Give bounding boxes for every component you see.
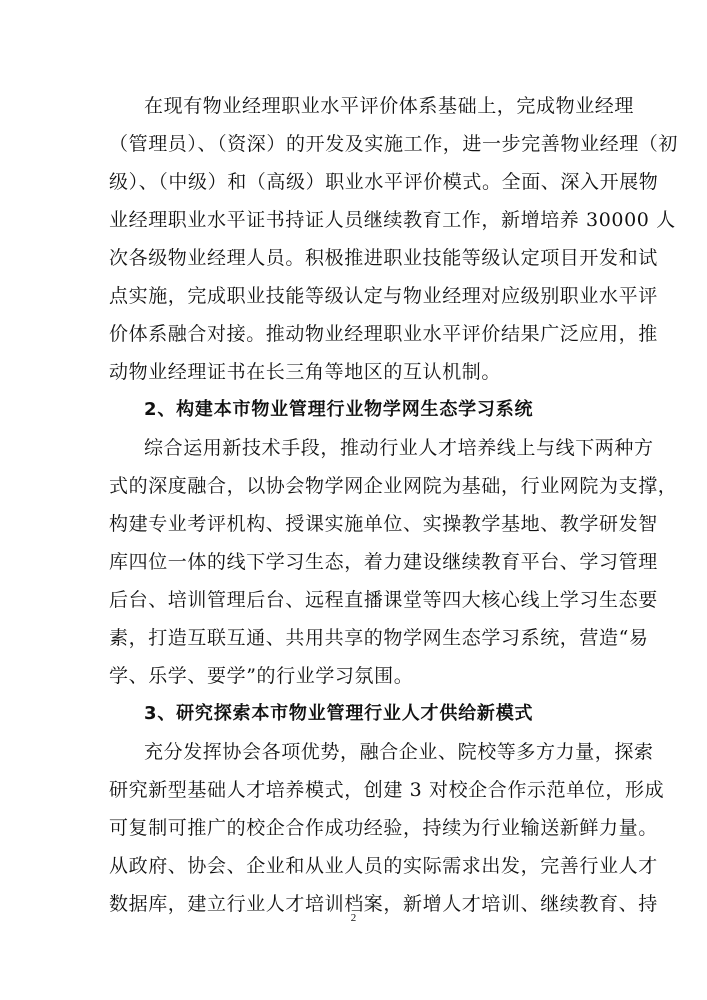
section-heading: 3、研究探索本市物业管理行业人才供给新模式 bbox=[144, 703, 534, 724]
section-heading: 2、构建本市物业管理行业物学网生态学习系统 bbox=[144, 399, 534, 420]
paragraph-line: 次各级物业经理人员。积极推进职业技能等级认定项目开发和试 bbox=[109, 247, 658, 269]
paragraph-line: 级）、（中级）和（高级）职业水平评价模式。全面、深入开展物 bbox=[109, 171, 659, 193]
page-number: 2 bbox=[350, 912, 357, 924]
paragraph-line: 业经理职业水平证书持证人员继续教育工作，新增培养 30000 人 bbox=[109, 209, 676, 231]
paragraph-line: 素，打造互联互通、共用共享的物学网生态学习系统，营造“易 bbox=[109, 627, 649, 649]
paragraph-line: 库四位一体的线下学习生态，着力建设继续教育平台、学习管理 bbox=[109, 551, 658, 573]
paragraph-line: 综合运用新技术手段，推动行业人才培养线上与线下两种方 bbox=[144, 437, 654, 459]
paragraph-line: 动物业经理证书在长三角等地区的互认机制。 bbox=[109, 361, 502, 383]
paragraph-line: 价体系融合对接。推动物业经理职业水平评价结果广泛应用，推 bbox=[109, 323, 658, 345]
paragraph-line: 式的深度融合，以协会物学网企业网院为基础，行业网院为支撑， bbox=[109, 475, 678, 497]
paragraph-line: 点实施，完成职业技能等级认定与物业经理对应级别职业水平评 bbox=[109, 285, 658, 307]
paragraph-line: 构建专业考评机构、授课实施单位、实操教学基地、教学研发智 bbox=[109, 513, 658, 535]
paragraph-line: 后台、培训管理后台、远程直播课堂等四大核心线上学习生态要 bbox=[109, 589, 658, 611]
paragraph-line: 充分发挥协会各项优势，融合企业、院校等多方力量，探索 bbox=[144, 741, 654, 763]
paragraph-line: 在现有物业经理职业水平评价体系基础上，完成物业经理 bbox=[144, 95, 635, 117]
paragraph-line: 从政府、协会、企业和从业人员的实际需求出发，完善行业人才 bbox=[109, 855, 658, 877]
paragraph-line: 可复制可推广的校企合作成功经验，持续为行业输送新鲜力量。 bbox=[109, 817, 658, 839]
paragraph-line: 数据库，建立行业人才培训档案，新增人才培训、继续教育、持 bbox=[109, 893, 658, 915]
paragraph-line: 研究新型基础人才培养模式，创建 3 对校企合作示范单位，形成 bbox=[109, 779, 665, 801]
paragraph-line: 学、乐学、要学”的行业学习氛围。 bbox=[109, 665, 414, 687]
paragraph-line: （管理员）、（资深）的开发及实施工作，进一步完善物业经理（初 bbox=[109, 133, 679, 155]
